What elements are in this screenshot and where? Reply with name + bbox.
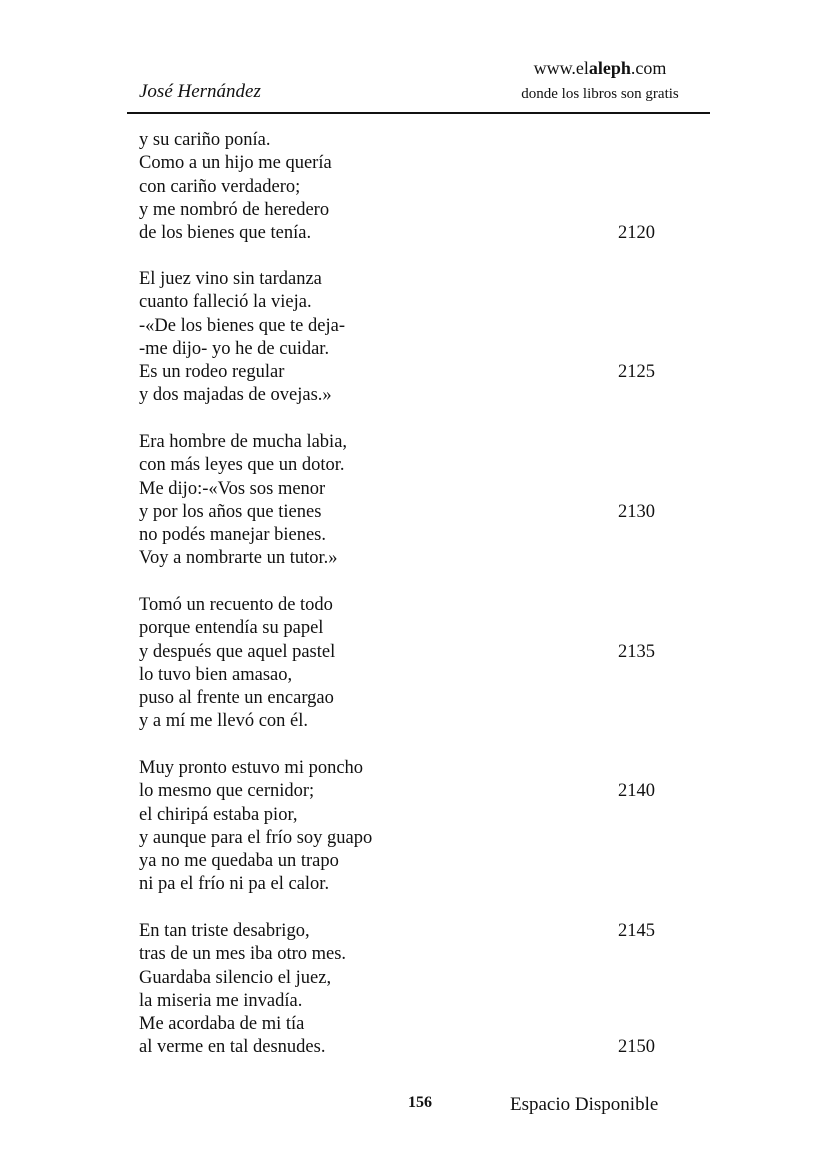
- verse-line: [139, 315, 699, 338]
- verse-line: [139, 478, 699, 501]
- verse-line: [139, 547, 699, 570]
- verse-text: En tan triste desabrigo,: [139, 921, 310, 941]
- verse-text: el chiripá estaba pior,: [139, 804, 298, 825]
- stanza: [139, 431, 699, 571]
- line-number: 2150: [618, 1037, 655, 1058]
- verse-line: [139, 710, 699, 733]
- verse-text: El juez vino sin tardanza: [139, 269, 322, 289]
- verse-text: tras de un mes iba otro mes.: [139, 944, 347, 965]
- verse-line: [139, 990, 699, 1013]
- stanza: [139, 129, 699, 245]
- line-number: 2125: [618, 362, 655, 383]
- verse-text: y a mí me llevó con él.: [139, 711, 309, 732]
- verse-text: y por los años que tienes: [139, 501, 322, 522]
- footer-label: Espacio Disponible: [510, 1094, 659, 1115]
- verse-line: [139, 524, 699, 547]
- verse-line: [139, 501, 699, 524]
- verse-line: [139, 687, 699, 710]
- stanza: [139, 268, 699, 408]
- verse-line: [139, 664, 699, 687]
- verse-text: y aunque para el frío soy guapo: [139, 827, 373, 848]
- verse-line: [139, 176, 699, 199]
- stanza: [139, 757, 699, 897]
- page-number: 156: [408, 1094, 432, 1111]
- verse-line: [139, 338, 699, 361]
- verse-text: y dos majadas de ovejas.»: [139, 385, 332, 406]
- verse-text: Me dijo:-«Vos sos menor: [139, 478, 326, 499]
- verse-text: y su cariño ponía.: [139, 130, 271, 150]
- author-name: José Hernández: [139, 81, 261, 102]
- verse-text: Muy pronto estuvo mi poncho: [139, 758, 364, 778]
- verse-text: lo mesmo que cernidor;: [139, 781, 315, 802]
- site-url-suffix: .com: [630, 58, 667, 78]
- line-number: 2120: [618, 223, 655, 244]
- verse-line: [139, 780, 699, 803]
- verse-line: [139, 827, 699, 850]
- verse-line: [139, 967, 699, 990]
- verse-text: con cariño verdadero;: [139, 176, 301, 197]
- verse-text: lo tuvo bien amasao,: [139, 664, 293, 685]
- verse-line: [139, 431, 699, 454]
- verse-line: [139, 291, 699, 314]
- verse-line: [139, 920, 699, 943]
- verse-text: de los bienes que tenía.: [139, 223, 312, 244]
- site-url-brand: aleph: [588, 58, 631, 78]
- verse-line: [139, 617, 699, 640]
- stanza: [139, 594, 699, 734]
- site-tagline: donde los libros son gratis: [521, 86, 679, 102]
- verse-line: [139, 384, 699, 407]
- verse-text: Es un rodeo regular: [139, 362, 285, 383]
- verse-text: y me nombró de heredero: [139, 199, 330, 220]
- verse-line: [139, 1013, 699, 1036]
- verse-line: [139, 757, 699, 780]
- verse-line: [139, 454, 699, 477]
- verse-line: [139, 804, 699, 827]
- verse-line: [139, 594, 699, 617]
- line-number: 2140: [618, 781, 655, 802]
- verse-text: Tomó un recuento de todo: [139, 595, 333, 615]
- verse-text: no podés manejar bienes.: [139, 525, 326, 546]
- verse-text: y después que aquel pastel: [139, 641, 336, 662]
- verse-text: Guardaba silencio el juez,: [139, 967, 332, 988]
- verse-text: cuanto falleció la vieja.: [139, 292, 312, 313]
- verse-text: puso al frente un encargao: [139, 688, 334, 709]
- verse-line: [139, 152, 699, 175]
- verse-text: la miseria me invadía.: [139, 990, 303, 1011]
- verse-text: -me dijo- yo he de cuidar.: [139, 338, 330, 359]
- verse-text: ya no me quedaba un trapo: [139, 851, 339, 872]
- line-number: 2135: [618, 641, 655, 662]
- verse-text: Era hombre de mucha labia,: [139, 432, 348, 452]
- verse-text: al verme en tal desnudes.: [139, 1037, 326, 1058]
- verse-text: porque entendía su papel: [139, 618, 324, 639]
- verse-line: [139, 850, 699, 873]
- verse-line: [139, 361, 699, 384]
- header-divider: [127, 112, 710, 114]
- verse-text: con más leyes que un dotor.: [139, 455, 345, 476]
- verse-line: [139, 129, 699, 152]
- line-number: 2130: [618, 501, 655, 522]
- stanza: [139, 920, 699, 1060]
- verse-line: [139, 222, 699, 245]
- verse-text: Me acordaba de mi tía: [139, 1014, 305, 1035]
- verse-line: [139, 641, 699, 664]
- verse-line: [139, 199, 699, 222]
- site-url[interactable]: [490, 57, 710, 79]
- verse-text: -«De los bienes que te deja-: [139, 315, 345, 336]
- verse-line: [139, 268, 699, 291]
- site-url-prefix: www.el: [533, 58, 589, 78]
- verse-text: ni pa el frío ni pa el calor.: [139, 874, 330, 895]
- verse-line: [139, 1036, 699, 1059]
- verse-line: [139, 943, 699, 966]
- line-number: 2145: [618, 921, 655, 941]
- verse-text: Como a un hijo me quería: [139, 153, 332, 174]
- verse-line: [139, 873, 699, 896]
- verse-text: Voy a nombrarte un tutor.»: [139, 548, 338, 569]
